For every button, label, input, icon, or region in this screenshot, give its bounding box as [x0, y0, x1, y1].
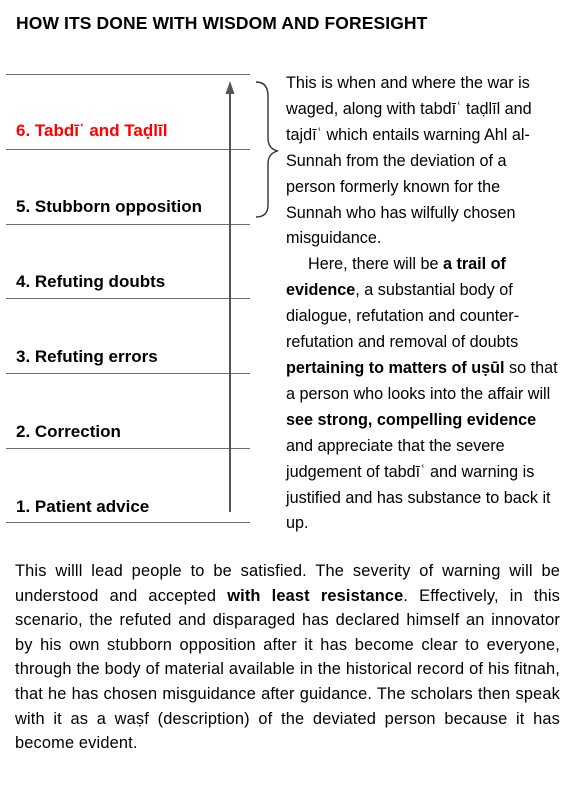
text-run: , a substantial body of dialogue, refutation and counter-refutation and removal of doubts — [286, 281, 520, 352]
step-1-label: 1. Patient advice — [16, 497, 150, 516]
emphasis-trail-of-evidence: a trail of evidence — [286, 255, 506, 300]
step-4-label: 4. Refuting doubts — [16, 272, 166, 291]
emphasis-least-resistance: with least resistance — [227, 586, 404, 605]
emphasis-compelling-evidence: see strong, compelling evidence — [286, 410, 537, 429]
step-6-label: 6. Tabdīʿ and Taḍlīl — [16, 121, 168, 140]
up-arrow-icon — [226, 81, 235, 512]
diagram-graphics — [0, 0, 280, 540]
step-5-label: 5. Stubborn opposition — [16, 197, 203, 216]
step-2-label: 2. Correction — [16, 422, 121, 441]
conclusion-paragraph — [15, 559, 560, 756]
text-run: so that a person who looks into the affair will — [286, 358, 558, 403]
explanation-paragraph-2 — [286, 252, 558, 537]
conclusion-text — [15, 559, 560, 756]
text-run: and appreciate that the severe judgement of tabdīʿ and warning is justified and has substance to back it up. — [286, 436, 551, 533]
page-title: HOW ITS DONE WITH WISDOM AND FORESIGHT — [16, 13, 428, 33]
text-run: Here, there will be — [308, 255, 443, 274]
explanation-paragraph-1: This is when and where the war is waged, along with tabdīʿ taḍlīl and tajdīʿ which entails warning Ahl al-Sunnah from the deviation of a person formerly known for the Sunnah who has wilfully chosen misguidance. — [286, 74, 532, 248]
text-run: . Effectively, in this scenario, the refuted and disparaged has declared himself an innovator by his own stubborn opposition after it has become clear to everyone, through the body of material available in the historical record of his fitnah, that he has chosen misguidance after guidance. The scholars then speak with it as a waṣf (description) of the deviated person because it has become evident. — [15, 586, 560, 753]
emphasis-usul: pertaining to matters of uṣūl — [286, 358, 505, 377]
text-run: This willl lead people to be satisfied. The severity of warning will be understood and accepted — [15, 562, 560, 605]
step-3-label: 3. Refuting errors — [16, 347, 158, 366]
explanation-text — [286, 71, 558, 537]
curly-brace-icon — [256, 82, 278, 217]
